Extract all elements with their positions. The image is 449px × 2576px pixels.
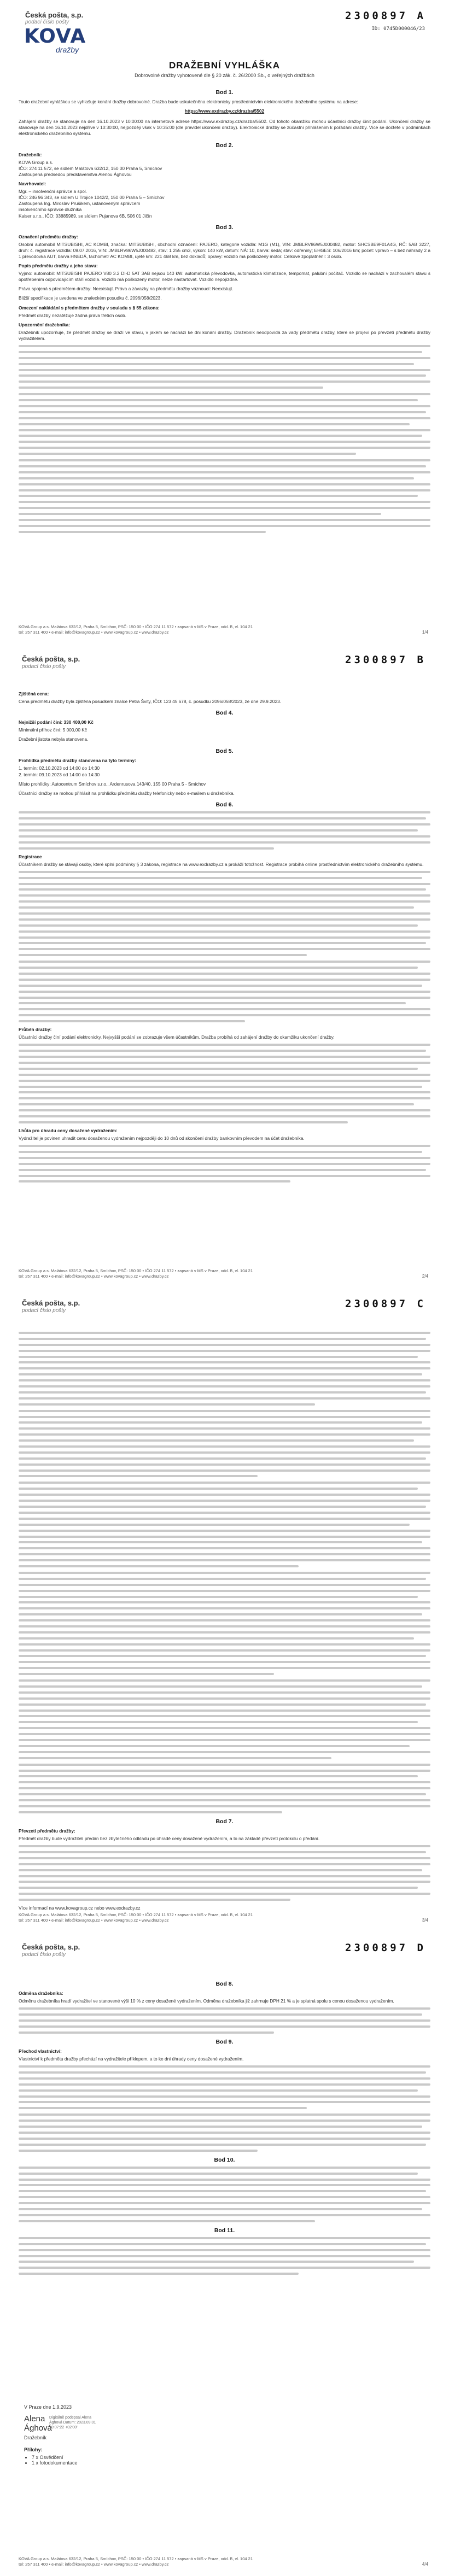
barcode-number: 2300897 C [345, 1298, 426, 1310]
page3-content [19, 1332, 430, 1915]
sender-block [22, 1943, 153, 1958]
body-text-lines [19, 1764, 430, 1813]
signer-name: Alena Ághová [24, 2414, 52, 2433]
document-code: ID: 0745D000046/23 [371, 26, 425, 32]
section-heading: Bod 9. [215, 2038, 234, 2045]
subheading: Upozornění dražebníka: [19, 321, 71, 327]
page2-content [19, 688, 430, 1187]
digital-signature-stamp: Digitálně podepsal Alena Ághová Datum: 2023.09.01 10:07:22 +02'00' [49, 2416, 96, 2429]
signature-block [24, 2404, 96, 2466]
subheading: Popis předmětu dražby a jeho stavu: [19, 263, 98, 269]
subheading: Dražebník: [19, 151, 42, 157]
list-item: • 1 x fotodokumentace [32, 2460, 78, 2466]
signer-role: Dražebník [24, 2435, 47, 2440]
section-heading: Bod 5. [215, 747, 234, 754]
paragraph: Místo prohlídky: Autocentrum Smíchov s.r.o., Ardenrusova 143/40, 155 00 Praha 5 - Smíchov [19, 781, 206, 787]
body-text-lines [19, 1572, 430, 1675]
sender-block [22, 1299, 153, 1314]
footer-line: tel: 257 311 400 • e-mail: info@kovagroup.cz • www.kovagroup.cz • www.drazby.cz [19, 630, 169, 635]
page4-content [19, 1976, 430, 2279]
body-text-lines [19, 2007, 430, 2034]
footer-line: tel: 257 311 400 • e-mail: info@kovagroup.cz • www.kovagroup.cz • www.drazby.cz [19, 1274, 169, 1279]
paragraph: Cena předmětu dražby byla zjištěna posudkem znalce Petra Švity, IČO: 123 45 678, č. posudku 2096/058/2023, ze dne 29.9.2023. [19, 699, 281, 705]
page-footer [19, 2556, 430, 2567]
paragraph: Více informací na www.kovagroup.cz nebo www.exdrazby.cz [19, 1905, 141, 1911]
sender-tagline: podací číslo pošty [22, 1308, 66, 1314]
page-footer [19, 1268, 430, 1279]
body-text-lines [19, 393, 430, 455]
sender-name: Česká pošta, s.p. [25, 11, 84, 19]
page-footer [19, 1912, 430, 1923]
barcode-number: 2300897 D [345, 1942, 426, 1954]
paragraph: Bližší specifikace je uvedena ve znaleckém posudku č. 2096/058/2023. [19, 295, 162, 301]
sender-tagline: podací číslo pošty [22, 1952, 66, 1958]
section-heading: Bod 3. [215, 224, 234, 231]
section-heading: Bod 8. [215, 1981, 234, 1987]
subheading: Převzetí předmětu dražby: [19, 1828, 75, 1834]
paragraph: KOVA Group a.s. IČO: 274 11 572, se sídlem Malátova 632/12, 150 00 Praha 5, Smíchov Zastoupená předsedou představenstva Alenou Ághovou [19, 159, 162, 177]
section-heading: Bod 1. [215, 89, 234, 96]
body-text-lines [19, 2167, 430, 2222]
page-number: 4/4 [422, 2562, 428, 2567]
page-number: 2/4 [422, 1274, 428, 1279]
logo-sub: dražby [56, 45, 79, 54]
page-footer [19, 624, 430, 635]
paragraph: Zahájení dražby se stanovuje na den 16.10.2023 v 10:00:00 na internetové adrese https://www.exdrazby.cz/drazba/5502. Od tohoto okamžiku mohou účastníci dražby činit podání. Ukončení dražby se stanovuje na den 16.10.2023 nejdříve v 10:30:00, nejpozději však v 10:35:00 (dle pravidel ukončení dražby). Elektronické dražby se zúčastní přihlášením k pořádání dražby. Více se dočtete v podmínkách elektronického dražebního systému. [19, 119, 430, 137]
paragraph: 2. termín: 09.10.2023 od 14:00 do 14:30 [19, 771, 100, 777]
sender-tagline: podací číslo pošty [25, 19, 69, 25]
paragraph: Minimální příhoz činí: 5 000,00 Kč [19, 727, 87, 733]
body-text-lines [19, 1679, 430, 1759]
paragraph: Předmět dražby nezatěžuje žádná práva třetích osob. [19, 312, 126, 318]
subheading: Navrhovatel: [19, 181, 46, 187]
sender-name: Česká pošta, s.p. [22, 1943, 80, 1951]
subheading: Přechod vlastnictví: [19, 2048, 62, 2054]
paragraph: Předmět dražby bude vydražiteli předán bez zbytečného odkladu po úhradě ceny dosažené vydražením, a to na základě převzetí protokolu o předání. [19, 1835, 320, 1841]
body-text-lines [19, 871, 430, 956]
subheading: Lhůta pro úhradu ceny dosažené vydražením: [19, 1127, 118, 1133]
section-heading: Bod 6. [215, 801, 234, 809]
sign-place-date: V Praze dne 1.9.2023 [24, 2404, 72, 2410]
body-text-lines [19, 1332, 430, 1406]
paragraph: Vlastnictví k předmětu dražby přechází na vydražitele příklepem, a to ke dni úhrady ceny dosažené vydražením. [19, 2056, 244, 2062]
page1-content [19, 84, 430, 537]
subheading: Prohlídka předmětu dražby stanovena na tyto termíny: [19, 757, 136, 763]
paragraph: Osobní automobil MITSUBISHI, AC KOMBI, značka: MITSUBISHI, obchodní označení: PAJERO, kategorie vozidla: M1G (M1), VIN: JMBLRV86W5J000482, motor: SHCSBE9F01A4G, RČ: 5AB 3227, druh: č. registrace vozidla: 09.07.2016, VIN: JMBLRV86W5J000482, stav: 1 255 cm3, výkon: 140 kW, datum: NÁ: 10, barva: šedá; stav: odřeniny; EHGES: 106/2016 km; počet: vpravo – s bez náhrady 2 a 1 převodovka AUT, barva HNEDÁ, tachometr AC KOMBI, ujeté km: 221 468 km, bez dokladů; opravy: vozidlo má poškozený motor. Celkové zpoplatnění: 3 osob. [19, 241, 430, 259]
sender-block [22, 655, 153, 670]
logo-brand: KOVA [24, 25, 86, 48]
section-heading: Bod 7. [215, 1818, 234, 1825]
paragraph: Účastníci dražby činí podání elektronicky. Nejvyšší podání se zobrazuje všem účastníkům. Dražba probíhá od zahájení dražby do okamžiku ukončení dražby. [19, 1034, 335, 1040]
page-subtitle: Dobrovolné dražby vyhotovené dle § 20 zák. č. 26/2000 Sb., o veřejných dražbách [135, 73, 314, 78]
paragraph: Účastníci dražby se mohou přihlásit na prohlídku předmětu dražby telefonicky nebo e-mailem u dražebníka. [19, 791, 235, 797]
kova-logo [22, 11, 131, 54]
body-text-lines [19, 2114, 430, 2151]
body-text-lines [19, 459, 430, 533]
paragraph: Účastníkem dražby se stávají osoby, které splní podmínky § 3 zákona, registrace na www.exdrazby.cz a prokáží totožnost. Registrace probíhá online prostřednictvím elektronického dražebního systému. [19, 861, 424, 867]
paragraph: Touto dražební vyhláškou se vyhlašuje konání dražby dobrovolné. Dražba bude uskutečněna elektronicky prostřednictvím elektronického dražebního systému na adrese: [19, 99, 358, 105]
body-text-lines [19, 1044, 430, 1123]
document-page-2 [0, 644, 449, 1288]
paragraph: Dražební jistota nebyla stanovena. [19, 736, 89, 742]
subheading: Průběh dražby: [19, 1027, 52, 1033]
body-text-lines [19, 811, 430, 849]
subheading: Registrace [19, 853, 42, 859]
subheading: Zjištěná cena: [19, 691, 49, 696]
paragraph: 1. termín: 02.10.2023 od 14:00 do 14:30 [19, 765, 100, 771]
body-text-lines [19, 2065, 430, 2109]
section-heading: Bod 4. [215, 710, 234, 717]
paragraph: Vydražitel je povinen uhradit cenu dosaženou vydražením nejpozději do 10 dnů od skončení dražby bankovním převodem na účet dražebníka. [19, 1135, 305, 1141]
section-heading: Bod 11. [214, 2227, 235, 2234]
body-text-lines [19, 1845, 430, 1901]
subheading: Odměna dražebníka: [19, 1990, 63, 1997]
body-text-lines [19, 961, 430, 1022]
paragraph: Odměnu dražebníka hradí vydražitel ve stanovené výši 10 % z ceny dosažené vydražením. Odměna dražebníka již zahrnuje DPH 21 % a je splatná spolu s cenou dosaženou vydražením. [19, 1998, 394, 2004]
document-page-4 [0, 1932, 449, 2576]
footer-line: KOVA Group a.s. Malátova 632/12, Praha 5, Smíchov, PSČ: 150 00 • IČO 274 11 572 • zapsaná v MS v Praze, odd. B, vl. 104 21 [19, 624, 253, 629]
footer-line: KOVA Group a.s. Malátova 632/12, Praha 5, Smíchov, PSČ: 150 00 • IČO 274 11 572 • zapsaná v MS v Praze, odd. B, vl. 104 21 [19, 2556, 253, 2561]
page-number: 3/4 [422, 1918, 428, 1923]
page-title: DRAŽEBNÍ VYHLÁŠKA [168, 60, 281, 71]
subheading: Omezení nakládání s předmětem dražby v souladu s § 55 zákona: [19, 305, 160, 311]
footer-line: tel: 257 311 400 • e-mail: info@kovagroup.cz • www.kovagroup.cz • www.drazby.cz [19, 2562, 169, 2567]
body-text-lines [19, 345, 430, 389]
paragraph: Práva spojená s předmětem dražby: Neexistují. Práva a závazky na předmětu dražby váznoucí: Neexistují. [19, 286, 234, 292]
footer-line: tel: 257 311 400 • e-mail: info@kovagroup.cz • www.kovagroup.cz • www.drazby.cz [19, 1918, 169, 1923]
lowest-bid: Nejnižší podání činí: 330 400,00 Kč [19, 719, 94, 725]
document-page-1 [0, 0, 449, 644]
paragraph: Dražebník upozorňuje, že předmět dražby se draží ve stavu, v jakém se nachází ke dni konání dražby. Dražebník neodpovídá za vady předmětu dražby, které se projeví po převzetí předmětu dražby vydražitelem. [19, 329, 430, 341]
attachments-label: Přílohy: [24, 2447, 43, 2452]
document-page-3 [0, 1288, 449, 1932]
body-text-lines [19, 1145, 430, 1182]
sender-tagline: podací číslo pošty [22, 664, 66, 670]
barcode-number: 2300897 B [345, 654, 426, 666]
page-number: 1/4 [422, 630, 428, 635]
attachments-list [32, 2455, 78, 2466]
section-heading: Bod 2. [215, 142, 234, 149]
list-item: • 7 x Osvědčení [32, 2455, 78, 2460]
barcode-number: 2300897 A [345, 10, 426, 22]
body-text-lines [19, 1482, 430, 1567]
footer-line: KOVA Group a.s. Malátova 632/12, Praha 5, Smíchov, PSČ: 150 00 • IČO 274 11 572 • zapsaná v MS v Praze, odd. B, vl. 104 21 [19, 1912, 253, 1917]
footer-line: KOVA Group a.s. Malátova 632/12, Praha 5, Smíchov, PSČ: 150 00 • IČO 274 11 572 • zapsaná v MS v Praze, odd. B, vl. 104 21 [19, 1268, 253, 1273]
paragraph: Vyjmo: automobil: MITSUBISHI PAJERO V80 3.2 DI-D 5AT 3AB nejsou 140 kW: automatická převodovka, automatická klimatizace, tempomat, palubní počítač. Vozidlo se nachází v zachovalém stavu s opotřebením odpovídajícím stáří vozidla. Vozidlo má poškozený motor, nelze nastartovat. Vozidlo nepojízdné. [19, 271, 430, 283]
body-text-lines [19, 1410, 430, 1478]
paragraph: Mgr. – insolvenční správce a spol. IČO: 246 96 343, se sídlem U Trojice 1042/2, 150 00 Praha 5 – Smíchov Zastoupená Ing. Miroslav Prušikem, ustanoveným správcem insolvenčního správce dlužníka Kaiser s.r.o., IČO: 03885989, se sídlem Pujanova 6B, 506 01 Jičín [19, 189, 165, 219]
subheading: Označení předmětu dražby: [19, 233, 78, 239]
auction-link[interactable]: https://www.exdrazby.cz/drazba/5502 [184, 108, 265, 114]
section-heading: Bod 10. [214, 2156, 235, 2163]
sender-name: Česká pošta, s.p. [22, 1299, 80, 1307]
sender-name: Česká pošta, s.p. [22, 655, 80, 663]
body-text-lines [19, 2237, 430, 2275]
